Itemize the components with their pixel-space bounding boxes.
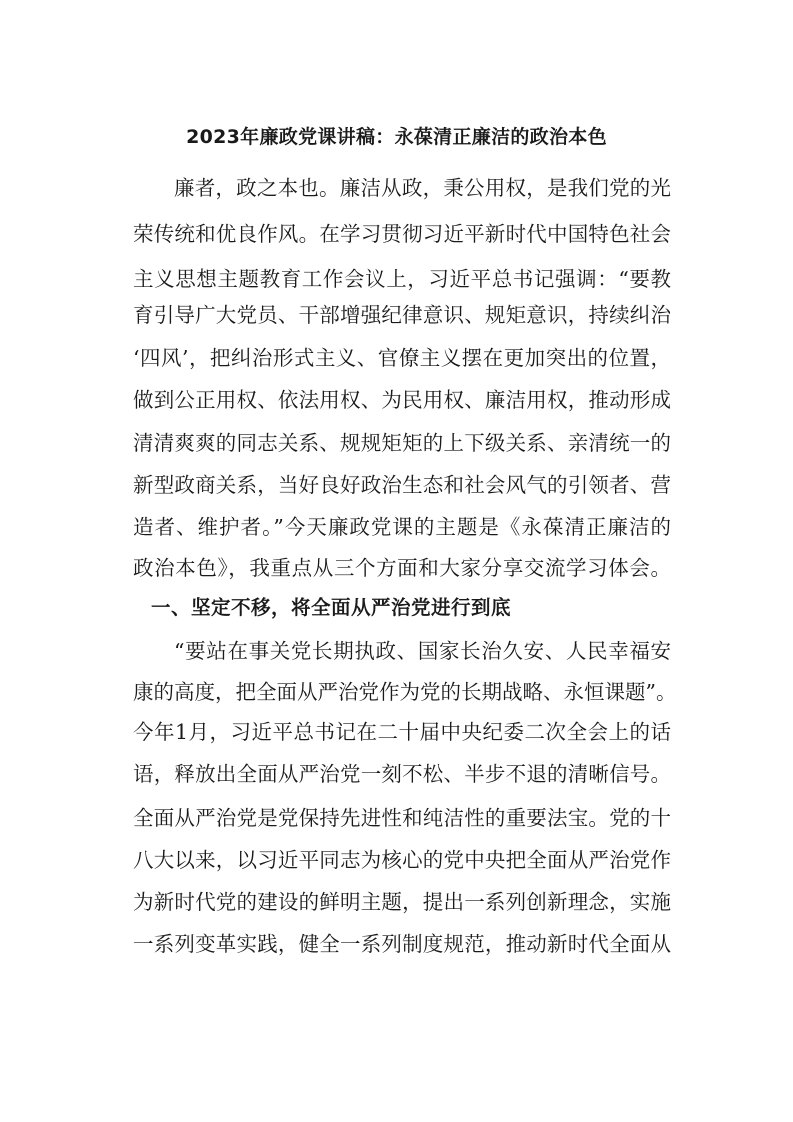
paragraph-1-line-9: 造者、维护者。”今天廉政党课的主题是《永葆清正廉洁的 (133, 515, 671, 539)
paragraph-2-line-5: 全面从严治党是党保持先进性和纯洁性的重要法宝。党的十 (133, 806, 671, 830)
paragraph-1-line-3: 主义思想主题教育工作会议上，习近平总书记强调：“要教 (133, 267, 671, 291)
document-title: 2023年廉政党课讲稿：永葆清正廉洁的政治本色 (186, 126, 607, 148)
paragraph-1-line-7: 清清爽爽的同志关系、规规矩矩的上下级关系、亲清统一的 (133, 431, 671, 455)
paragraph-2-line-1: “要站在事关党长期执政、国家长治久安、人民幸福安 (174, 639, 671, 663)
paragraph-1-line-1: 廉者，政之本也。廉洁从政，秉公用权，是我们党的光 (174, 176, 671, 200)
paragraph-1-line-5: ‘四风’，把纠治形式主义、官僚主义摆在更加突出的位置， (133, 346, 671, 370)
paragraph-2-line-3: 今年1月，习近平总书记在二十届中央纪委二次全会上的话 (133, 720, 671, 744)
paragraph-1-line-4: 育引导广大党员、干部增强纪律意识、规矩意识，持续纠治 (133, 303, 671, 327)
paragraph-1-line-8: 新型政商关系，当好良好政治生态和社会风气的引领者、营 (133, 473, 671, 497)
paragraph-2-line-8: 一系列变革实践，健全一系列制度规范，推动新时代全面从 (133, 932, 671, 956)
paragraph-2-line-2: 康的高度，把全面从严治党作为党的长期战略、永恒课题”。 (133, 680, 677, 704)
paragraph-2-line-4: 语，释放出全面从严治党一刻不松、半步不退的清晰信号。 (133, 762, 671, 786)
paragraph-2-line-7: 为新时代党的建设的鲜明主题，提出一系列创新理念，实施 (133, 890, 671, 914)
paragraph-1-line-6: 做到公正用权、依法用权、为民用权、廉洁用权，推动形成 (133, 388, 671, 412)
paragraph-1-line-2: 荣传统和优良作风。在学习贯彻习近平新时代中国特色社会 (133, 222, 671, 246)
paragraph-2-line-6: 八大以来，以习近平同志为核心的党中央把全面从严治党作 (133, 848, 671, 872)
section-1-heading: 一、坚定不移，将全面从严治党进行到底 (151, 596, 512, 619)
paragraph-1-line-10: 政治本色》，我重点从三个方面和大家分享交流学习体会。 (133, 556, 671, 580)
